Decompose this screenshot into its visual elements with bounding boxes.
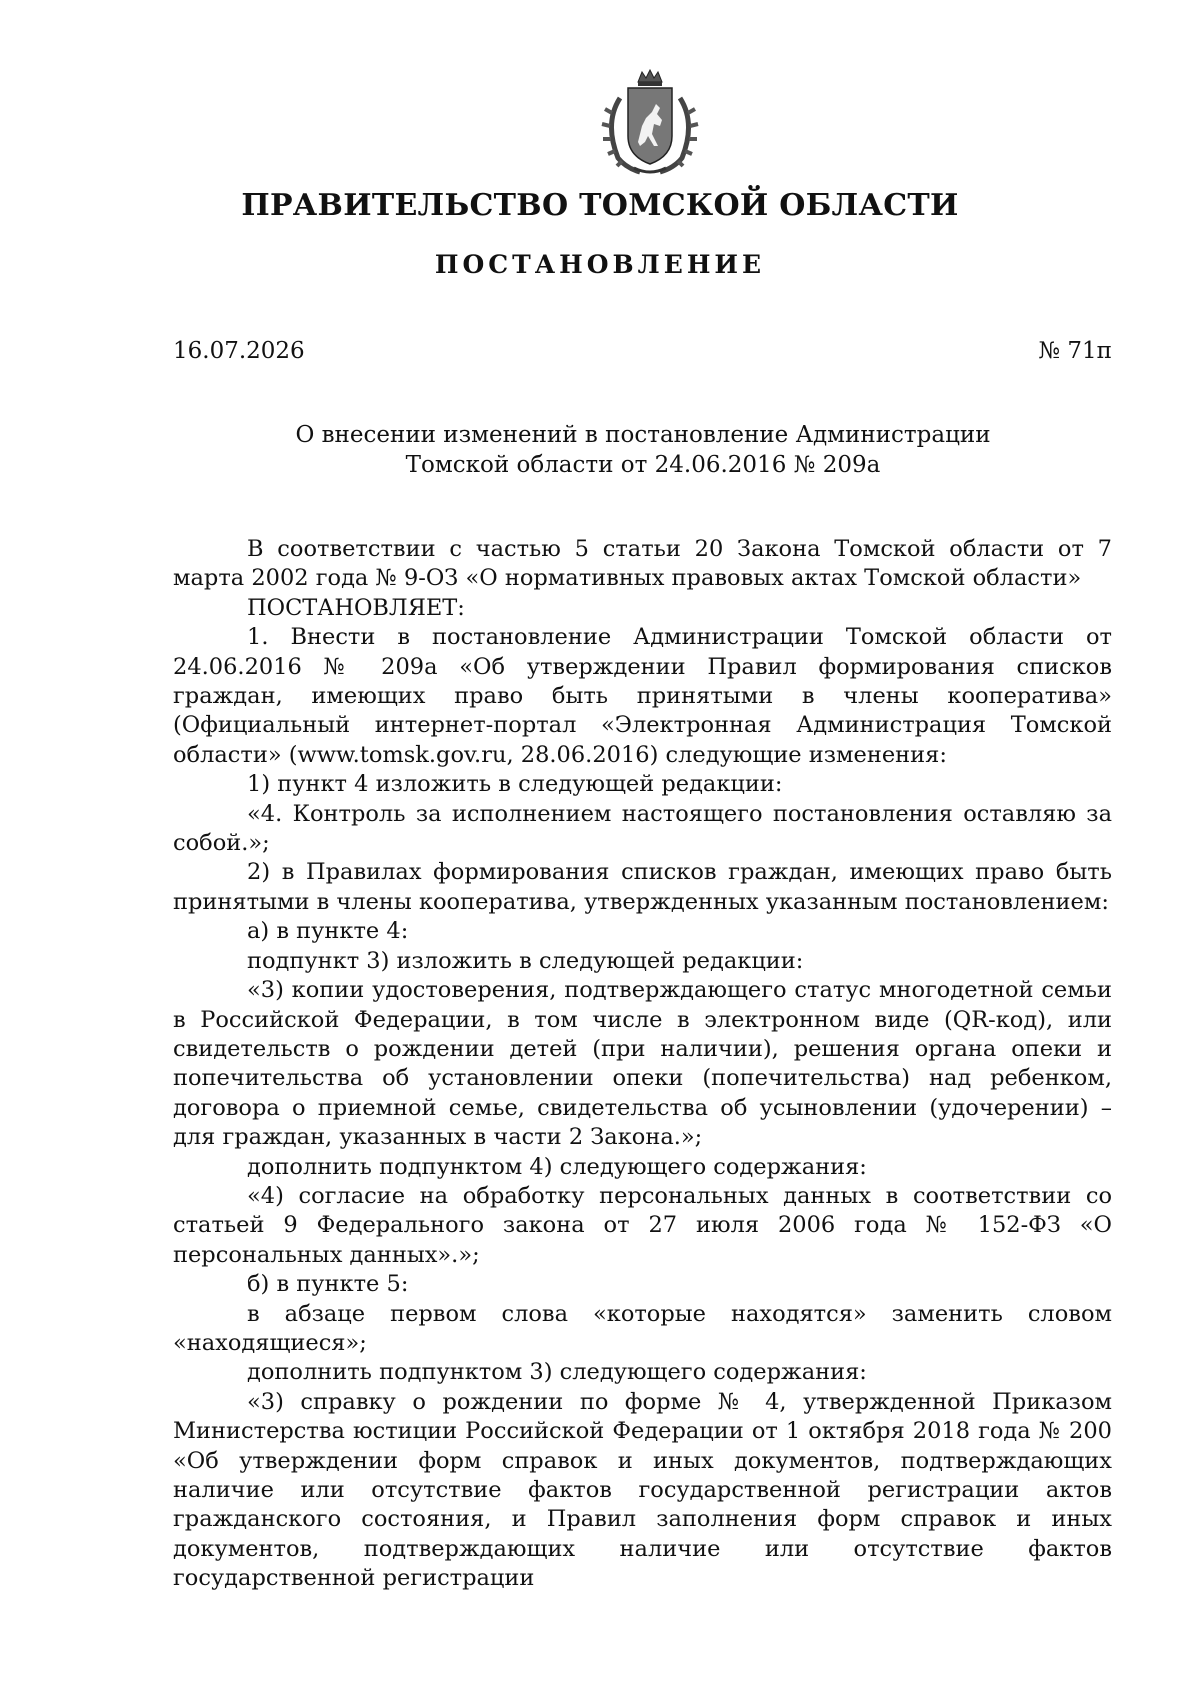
paragraph-quote-point-4: «4. Контроль за исполнением настоящего постановления оставляю за собой.»;: [173, 800, 1112, 857]
paragraph-quote-certificate: «3) справку о рождении по форме № 4, утвержденной Приказом Министерства юстиции Российской Федерации от 1 октября 2018 года № 200 «Об утверждении форм справок и иных документов, подтверждающих наличие или отсутствие фактов государственной регистрации актов гражданского состояния, и Правил заполнения форм справок и иных документов, подтверждающих наличие или отсутствие фактов государственной регистрации: [173, 1388, 1112, 1592]
paragraph-preamble: В соответствии с частью 5 статьи 20 Закона Томской области от 7 марта 2002 года № 9-ОЗ «О нормативных правовых актах Томской области»: [173, 536, 1112, 592]
paragraph-word-replacement: в абзаце первом слова «которые находятся» заменить словом «находящиеся»;: [173, 1300, 1112, 1356]
paragraph-quote-subpoint-4: «4) согласие на обработку персональных данных в соответствии со статьей 9 Федерального закона от 27 июля 2006 года № 152-ФЗ «О персональных данных».»;: [173, 1182, 1112, 1268]
document-type: ПОСТАНОВЛЕНИЕ: [434, 250, 766, 279]
subject-line-2: Томской области от 24.06.2016 № 209а: [405, 452, 881, 478]
paragraph-subitem-1: 1) пункт 4 изложить в следующей редакции:: [247, 771, 783, 798]
coat-of-arms-icon: [590, 68, 710, 178]
paragraph-subitem-2: 2) в Правилах формирования списков граждан, имеющих право быть принятыми в члены кооператива, утвержденных указанным постановлением:: [173, 859, 1112, 915]
paragraph-item-1: 1. Внести в постановление Администрации Томской области от 24.06.2016 № 209а «Об утверждении Правил формирования списков граждан, имеющих право быть принятыми в члены кооператива» (Официальный интернет-портал «Электронная Администрация Томской области» (www.tomsk.gov.ru, 28.06.2016) следующие изменения:: [173, 624, 1112, 768]
organization-name: ПРАВИТЕЛЬСТВО ТОМСКОЙ ОБЛАСТИ: [241, 188, 959, 223]
document-body: [173, 535, 1112, 1594]
paragraph-subpoint-4-intro: дополнить подпунктом 4) следующего содержания:: [247, 1153, 867, 1180]
document-subject: [173, 420, 1113, 480]
document-date: 16.07.2026: [173, 338, 305, 364]
paragraph-resolves: ПОСТАНОВЛЯЕТ:: [247, 594, 465, 621]
paragraph-quote-subpoint-3: «3) копии удостоверения, подтверждающего статус многодетной семьи в Российской Федерации, в том числе в электронном виде (QR-код), или свидетельств о рождении детей (при наличии), решения органа опеки и попечительства об установлении опеки (попечительства) над ребенком, договора о приемной семье, свидетельства об усыновлении (удочерении) – для граждан, указанных в части 2 Закона.»;: [173, 977, 1112, 1151]
subject-line-1: О внесении изменений в постановление Администрации: [295, 422, 991, 448]
paragraph-subpoint-3-add-intro: дополнить подпунктом 3) следующего содержания:: [247, 1359, 867, 1386]
paragraph-sub-b: б) в пункте 5:: [247, 1271, 409, 1298]
document-number: № 71п: [1038, 338, 1112, 364]
paragraph-sub-a: а) в пункте 4:: [247, 918, 409, 945]
paragraph-subpoint-3-intro: подпункт 3) изложить в следующей редакции:: [247, 947, 804, 974]
